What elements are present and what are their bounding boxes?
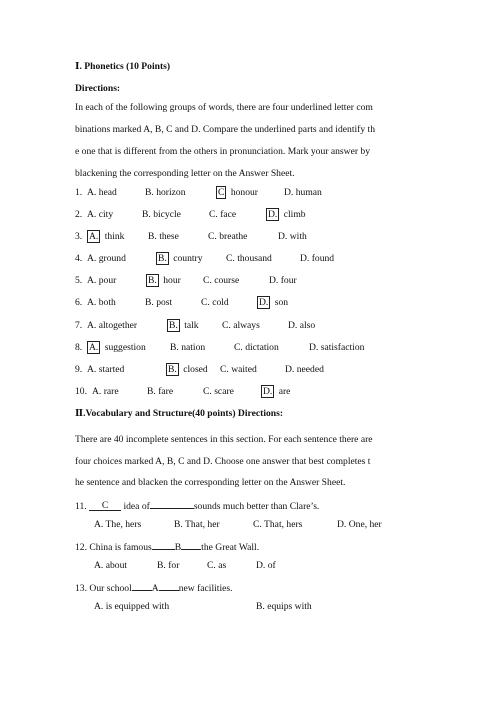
answer-box: D. <box>259 297 269 308</box>
blank <box>159 581 179 591</box>
phonetics-item <box>75 209 306 221</box>
section2-title: Ⅱ.Vocabulary and Structure(40 points) Directions: <box>75 408 284 419</box>
option-a: A. both <box>87 297 116 308</box>
option-b: B. horizon <box>145 187 186 198</box>
option-b: B. hour <box>148 275 181 286</box>
option-b: B. post <box>145 297 173 308</box>
answer-letter: A <box>151 583 159 594</box>
answer-box: A. <box>89 231 99 242</box>
option-c: C. scare <box>203 386 234 397</box>
answer-letter: B <box>174 542 182 553</box>
item-number: 1. <box>75 187 83 198</box>
phonetics-item <box>75 275 297 287</box>
item-number: 8. <box>75 342 83 353</box>
option-d: D. also <box>288 320 316 331</box>
option-a: A. is equipped with <box>94 601 170 612</box>
section1-directions-line: In each of the following groups of words, there are four underlined letter com <box>75 102 373 113</box>
answer-box: D. <box>268 209 278 220</box>
option-b: B. these <box>148 231 179 242</box>
option-d: D. of <box>256 560 276 571</box>
section2-directions-line: There are 40 incomplete sentences in this section. For each sentence there are <box>75 434 373 445</box>
question-12 <box>75 540 259 554</box>
section1-directions-label: Directions: <box>75 83 121 94</box>
question-text: the Great Wall. <box>201 542 260 553</box>
option-a: A. altogether <box>87 320 138 331</box>
option-a: A. city <box>87 209 114 220</box>
phonetics-item <box>75 364 324 376</box>
answer-box: B. <box>148 275 157 286</box>
item-number: 6. <box>75 297 83 308</box>
option-c: C. dictation <box>234 342 279 353</box>
question-number: 13. <box>75 583 87 594</box>
option-d: D. are <box>263 386 291 397</box>
option-c: C. always <box>222 320 260 331</box>
option-d: D. satisfaction <box>309 342 365 353</box>
answer-box: C <box>218 187 225 198</box>
item-number: 2. <box>75 209 83 220</box>
option-d: D. human <box>284 187 322 198</box>
option-b: B. for <box>157 560 180 571</box>
item-number: 9. <box>75 364 83 375</box>
blank <box>152 540 175 550</box>
option-d: D. four <box>269 275 297 286</box>
question-11 <box>75 499 319 513</box>
section1-directions-line: binations marked A, B, C and D. Compare the underlined parts and identify th <box>75 124 376 135</box>
option-d: D. climb <box>268 209 306 220</box>
option-b: B. equips with <box>256 601 312 612</box>
question-13 <box>75 581 233 595</box>
option-a: A. suggestion <box>89 342 146 353</box>
option-a: A. The, hers <box>94 519 142 530</box>
phonetics-item <box>75 386 291 398</box>
item-number: 4. <box>75 253 83 264</box>
option-d: D. needed <box>285 364 324 375</box>
blank <box>181 540 201 550</box>
option-c: C honour <box>218 187 258 198</box>
phonetics-item <box>75 253 335 265</box>
option-c: C. waited <box>220 364 257 375</box>
option-d: D. found <box>300 253 335 264</box>
option-c: C. thousand <box>226 253 272 264</box>
answer-blank: C <box>89 501 121 511</box>
option-a: A. started <box>87 364 125 375</box>
question-text: Our school <box>89 583 132 594</box>
answer-box: D. <box>263 386 273 397</box>
section2-directions-line: he sentence and blacken the corresponding letter on the Answer Sheet. <box>75 477 346 488</box>
item-number: 5. <box>75 275 83 286</box>
option-d: D. with <box>278 231 307 242</box>
item-number: 7. <box>75 320 83 331</box>
option-c: C. as <box>207 560 227 571</box>
option-c: C. breathe <box>208 231 248 242</box>
question-text: idea of <box>123 501 150 512</box>
option-b: B. country <box>158 253 203 264</box>
option-b: B. bicycle <box>142 209 181 220</box>
phonetics-item <box>75 231 307 243</box>
option-b: B. nation <box>170 342 206 353</box>
section1-title: Ⅰ. Phonetics (10 Points) <box>75 61 171 72</box>
question-text: China is famous <box>89 542 152 553</box>
option-c: C. course <box>203 275 240 286</box>
section2-directions-line: four choices marked A, B, C and D. Choose one answer that best completes t <box>75 456 371 467</box>
option-a: A. ground <box>87 253 126 264</box>
phonetics-item <box>75 187 322 199</box>
phonetics-item <box>75 342 365 354</box>
option-a: A. pour <box>87 275 117 286</box>
question-text: sounds much better than Clare’s. <box>193 501 320 512</box>
phonetics-item <box>75 297 289 309</box>
option-c: C. face <box>209 209 237 220</box>
option-a: A. about <box>94 560 128 571</box>
answer-box: B. <box>169 320 178 331</box>
question-text: new facilities. <box>178 583 233 594</box>
answer-box: B. <box>168 364 177 375</box>
section1-directions-line: e one that is different from the others in pronunciation. Mark your answer by <box>75 146 371 157</box>
option-b: B. fare <box>147 386 174 397</box>
option-d: D. One, her <box>337 519 382 530</box>
option-c: C. That, hers <box>253 519 303 530</box>
blank <box>150 499 194 509</box>
option-b: B. talk <box>169 320 199 331</box>
option-a: A. think <box>89 231 125 242</box>
answer-box: B. <box>158 253 167 264</box>
option-b: B. closed <box>168 364 208 375</box>
option-b: B. That, her <box>174 519 220 530</box>
phonetics-item <box>75 320 316 332</box>
option-c: C. cold <box>201 297 229 308</box>
option-a: A. head <box>87 187 117 198</box>
item-number: 3. <box>75 231 83 242</box>
question-number: 11. <box>75 501 87 512</box>
blank <box>132 581 152 591</box>
option-d: D. son <box>259 297 289 308</box>
answer-box: A. <box>89 342 99 353</box>
section1-directions-line: blackening the corresponding letter on the Answer Sheet. <box>75 168 295 179</box>
question-number: 12. <box>75 542 87 553</box>
option-a: A. rare <box>92 386 119 397</box>
item-number: 10. <box>75 386 87 397</box>
